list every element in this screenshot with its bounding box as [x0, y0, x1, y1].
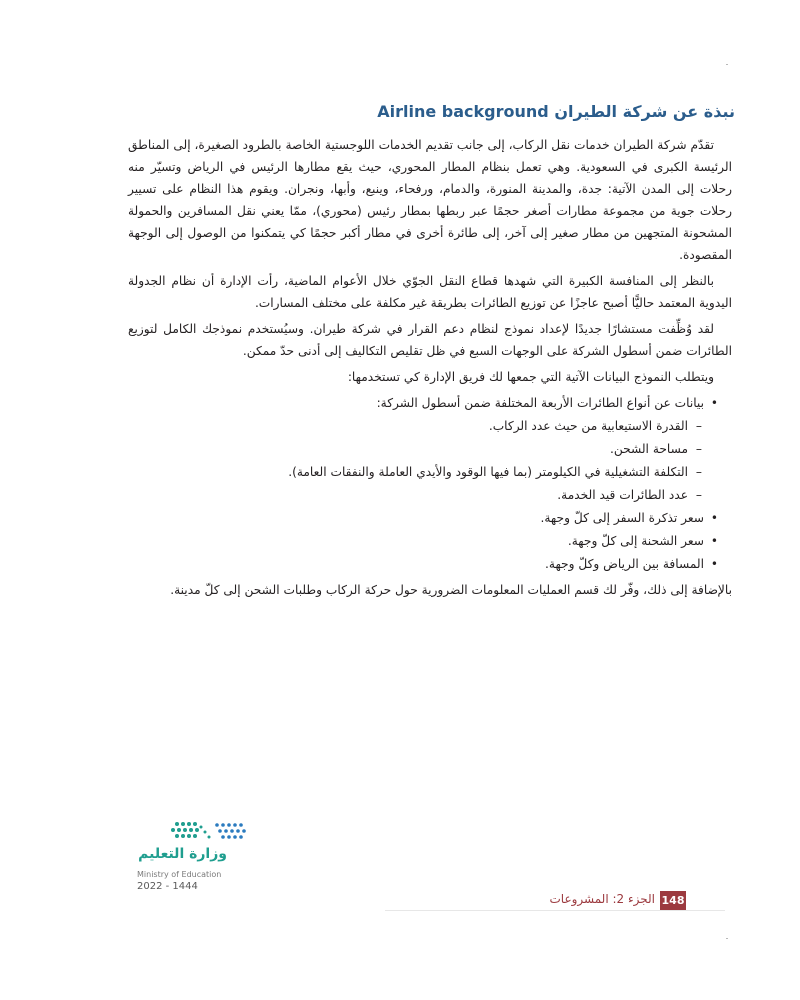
dots-logo-icon — [135, 818, 255, 846]
paragraph-consultant: لقد وُظِّفت مستشارًا جديدًا لإعداد نموذج لنظام دعم القرار في شركة طيران. وسيُستخدم نموذجك الكامل لتوزيع الطائرات ضمن أسطول الشركة على الوجهات السبع في ظل تقليص التكاليف إلى أدنى حدّ ممكن. — [128, 322, 732, 358]
list-item-ticket-price: • سعر تذكرة السفر إلى كلّ وجهة. — [128, 507, 718, 529]
closing-paragraph: بالإضافة إلى ذلك، وفّر لك قسم العمليات المعلومات الضرورية حول حركة الركاب وطلبات الشحن إلى كلّ مدينة. — [170, 583, 732, 597]
list-subitem-capacity: – القدرة الاستيعابية من حيث عدد الركاب. — [128, 415, 718, 437]
body-text — [128, 134, 732, 605]
page-number: 148 — [660, 891, 686, 910]
chapter-label: الجزء 2: المشروعات — [549, 892, 655, 906]
crop-mark-top — [726, 64, 728, 65]
heading-english: Airline background — [377, 102, 549, 121]
section-heading — [130, 101, 735, 123]
requirements-intro: ويتطلب النموذج البيانات الآتية التي جمعها لك فريق الإدارة كي تستخدمها: — [347, 370, 714, 384]
paragraph-competition: بالنظر إلى المنافسة الكبيرة التي شهدها قطاع النقل الجوّي خلال الأعوام الماضية، رأت الإدارة أن نظام الجدولة اليدوية المعتمد حاليًّا أصبح عاجزًا عن توزيع الطائرات بطريقة غير مكلفة على مختلف المسارات. — [128, 274, 732, 310]
list-item-cargo-price: • سعر الشحنة إلى كلّ وجهة. — [128, 530, 718, 552]
list-subitem-cargo-space: – مساحة الشحن. — [128, 438, 718, 460]
paragraph-airline-overview: تقدّم شركة الطيران خدمات نقل الركاب، إلى جانب تقديم الخدمات اللوجستية الخاصة بالطرود الصغيرة، إلى المناطق الرئيسة الكبرى في السعودية. وهي تعمل بنظام المطار المحوري، حيث يقع مطارها الرئيس في الرياض وتسيّر منه رحلات إلى المدن الآتية: جدة، والمدينة المنورة، والدمام، ورفحاء، وينبع، وأبها، ونجران. ويقوم هذا النظام على تسيير رحلات جوية من مجموعة مطارات أصغر حجمًا عبر ربطها بمطار رئيس (محوري)، ممّا يعني نقل المسافرين والحمولة المشحونة المتجهين من مطار صغير إلى آخر، إلى طائرة أخرى في مطار أكبر حجمًا كي يتمكنوا من الوصول إلى الوجهة المقصودة. — [128, 138, 732, 262]
list-subitem-aircraft-count: – عدد الطائرات قيد الخدمة. — [128, 484, 718, 506]
logo-arabic-text: وزارة التعليم — [138, 846, 227, 862]
requirements-list — [128, 392, 732, 575]
logo-year: 2022 - 1444 — [137, 881, 198, 892]
list-item-distance: • المسافة بين الرياض وكلّ وجهة. — [128, 553, 718, 575]
heading-arabic: نبذة عن شركة الطيران — [554, 102, 735, 121]
ministry-logo — [135, 818, 255, 898]
list-subitem-operating-cost: – التكلفة التشغيلية في الكيلومتر (بما فيها الوقود والأيدي العاملة والنفقات العامة). — [128, 461, 718, 483]
logo-english-text: Ministry of Education — [137, 870, 222, 879]
list-item-fleet: • بيانات عن أنواع الطائرات الأربعة المختلفة ضمن أسطول الشركة: — [128, 392, 718, 414]
crop-mark-bottom — [726, 938, 728, 939]
